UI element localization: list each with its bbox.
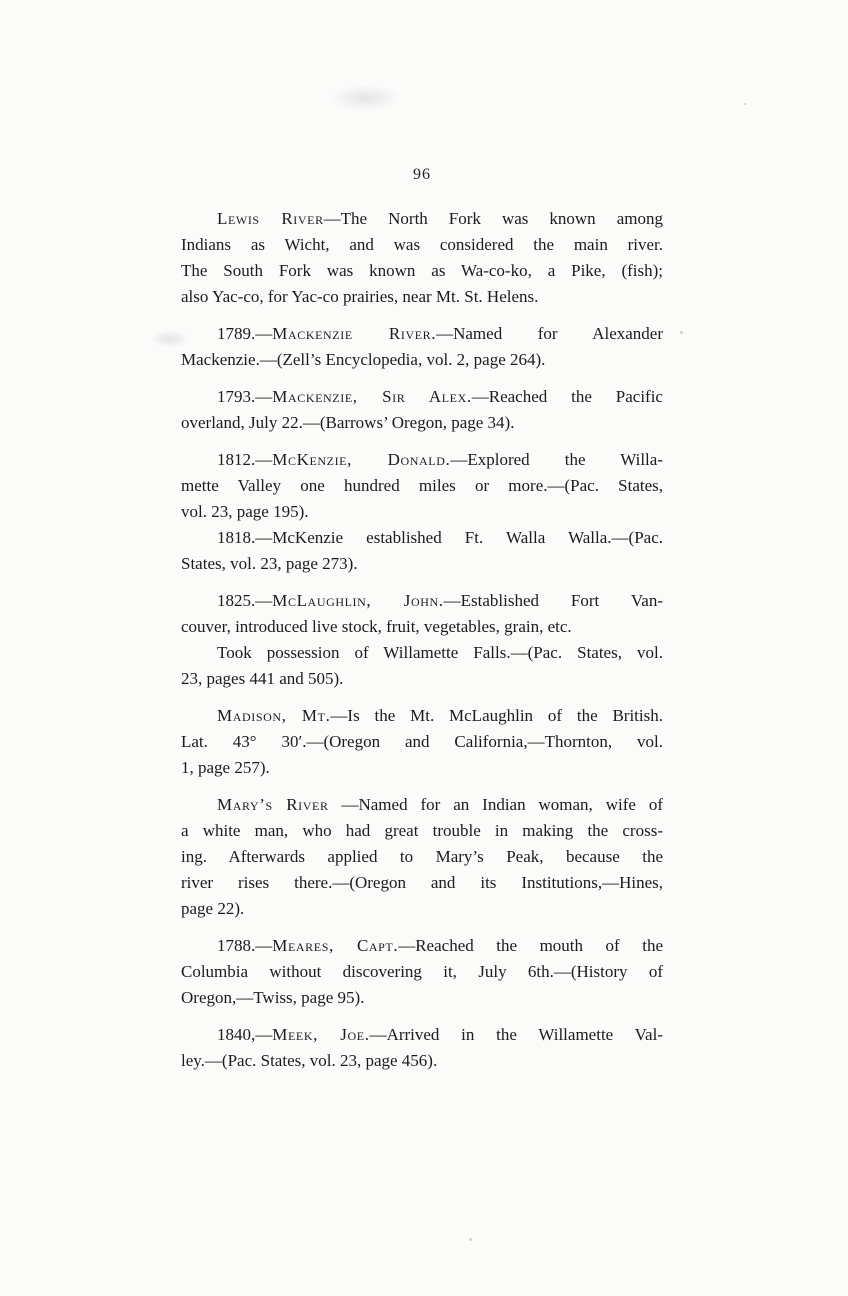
entry-name: Lewis River <box>217 209 324 228</box>
entry-text: —Reached the Pacific <box>471 387 663 406</box>
text-line <box>181 959 663 985</box>
text-line <box>181 792 663 818</box>
text-line <box>181 755 663 781</box>
entry-text: —Is the Mt. McLaughlin of the British. <box>330 706 663 725</box>
entry-text: Lat. 43° 30′.—(Oregon and California,—Thornton, vol. <box>181 732 663 751</box>
entry-text: Mackenzie.—(Zell’s Encyclopedia, vol. 2, page 264). <box>181 350 546 369</box>
scan-speck <box>680 331 683 334</box>
page-number: 96 <box>413 166 431 183</box>
entry-1825-mclaughlin-john <box>181 588 663 640</box>
text-line <box>181 985 663 1011</box>
text-line <box>181 870 663 896</box>
entry-name: Mary’s River <box>217 795 329 814</box>
text-line <box>181 703 663 729</box>
entry-madison-mt <box>181 703 663 781</box>
text-line <box>181 258 663 284</box>
entry-name: McLaughlin, John. <box>272 591 444 610</box>
entry-text: 1825.— <box>217 591 273 610</box>
scan-speck <box>469 1238 472 1241</box>
entry-text: 1818.—McKenzie established Ft. Walla Walla.—(Pac. <box>217 528 663 547</box>
text-line <box>181 896 663 922</box>
entry-text: also Yac-co, for Yac-co prairies, near Mt. St. Helens. <box>181 287 539 306</box>
entry-text: The South Fork was known as Wa-co-ko, a Pike, (fish); <box>181 261 663 280</box>
text-line <box>181 410 663 436</box>
page-text-block <box>181 206 663 1074</box>
entry-text: ing. Afterwards applied to Mary’s Peak, because the <box>181 847 663 866</box>
text-line <box>181 818 663 844</box>
entry-name: Mackenzie, Sir Alex. <box>272 387 472 406</box>
entry-1788-meares-capt <box>181 933 663 1011</box>
entry-1789-mackenzie-river <box>181 321 663 373</box>
entry-1793-mackenzie-sir-alex <box>181 384 663 436</box>
text-line <box>181 588 663 614</box>
text-line <box>181 551 663 577</box>
entry-1818-mckenzie-walla-walla <box>181 525 663 577</box>
entry-text: ley.—(Pac. States, vol. 23, page 456). <box>181 1051 438 1070</box>
entry-text: 1788.— <box>217 936 273 955</box>
text-line <box>181 640 663 666</box>
text-line <box>181 729 663 755</box>
text-line <box>181 666 663 692</box>
text-line <box>181 1022 663 1048</box>
scan-speck <box>744 103 746 105</box>
entry-text: Oregon,—Twiss, page 95). <box>181 988 365 1007</box>
entry-text: —Established Fort Van- <box>443 591 663 610</box>
scan-smudge <box>330 85 400 111</box>
entry-text: 1840,— <box>217 1025 273 1044</box>
text-line <box>181 384 663 410</box>
entry-lewis-river <box>181 206 663 310</box>
text-line <box>181 614 663 640</box>
text-line <box>181 447 663 473</box>
entry-name: McKenzie, Donald. <box>272 450 451 469</box>
entry-text: —Reached the mouth of the <box>398 936 663 955</box>
entry-name: Meek, Joe. <box>272 1025 370 1044</box>
entry-name: Madison, Mt. <box>217 706 331 725</box>
entry-text: States, vol. 23, page 273). <box>181 554 358 573</box>
entry-marys-river <box>181 792 663 922</box>
entry-text: Columbia without discovering it, July 6th.—(History of <box>181 962 663 981</box>
entry-text: river rises there.—(Oregon and its Institutions,—Hines, <box>181 873 663 892</box>
text-line <box>181 525 663 551</box>
entry-text: couver, introduced live stock, fruit, vegetables, grain, etc. <box>181 617 572 636</box>
text-line <box>181 206 663 232</box>
text-line <box>181 473 663 499</box>
entry-1840-meek-joe <box>181 1022 663 1074</box>
text-line <box>181 321 663 347</box>
entry-text: —Explored the Willa- <box>450 450 663 469</box>
text-line <box>181 844 663 870</box>
entry-mclaughlin-willamette-falls <box>181 640 663 692</box>
entry-text: —The North Fork was known among <box>323 209 663 228</box>
entry-text: overland, July 22.—(Barrows’ Oregon, page 34). <box>181 413 515 432</box>
text-line <box>181 933 663 959</box>
entry-text: —Arrived in the Willamette Val- <box>369 1025 663 1044</box>
entry-text: page 22). <box>181 899 245 918</box>
entry-text: vol. 23, page 195). <box>181 502 309 521</box>
text-line <box>181 499 663 525</box>
text-line <box>181 1048 663 1074</box>
entry-text: Indians as Wicht, and was considered the main river. <box>181 235 663 254</box>
entry-text: —Named for Alexander <box>436 324 663 343</box>
entry-text: 1789.— <box>217 324 273 343</box>
text-line <box>181 347 663 373</box>
entry-text: 1812.— <box>217 450 273 469</box>
entry-name: Meares, Capt. <box>272 936 399 955</box>
entry-1812-mckenzie-donald <box>181 447 663 525</box>
entry-text: —Named for an Indian woman, wife of <box>328 795 663 814</box>
entry-text: a white man, who had great trouble in making the cross- <box>181 821 663 840</box>
entry-text: 23, pages 441 and 505). <box>181 669 344 688</box>
entry-text: mette Valley one hundred miles or more.—(Pac. States, <box>181 476 663 495</box>
text-line <box>181 232 663 258</box>
entry-text: 1793.— <box>217 387 273 406</box>
entry-text: Took possession of Willamette Falls.—(Pac. States, vol. <box>217 643 663 662</box>
entry-name: Mackenzie River. <box>272 324 437 343</box>
text-line <box>181 284 663 310</box>
entry-text: 1, page 257). <box>181 758 270 777</box>
